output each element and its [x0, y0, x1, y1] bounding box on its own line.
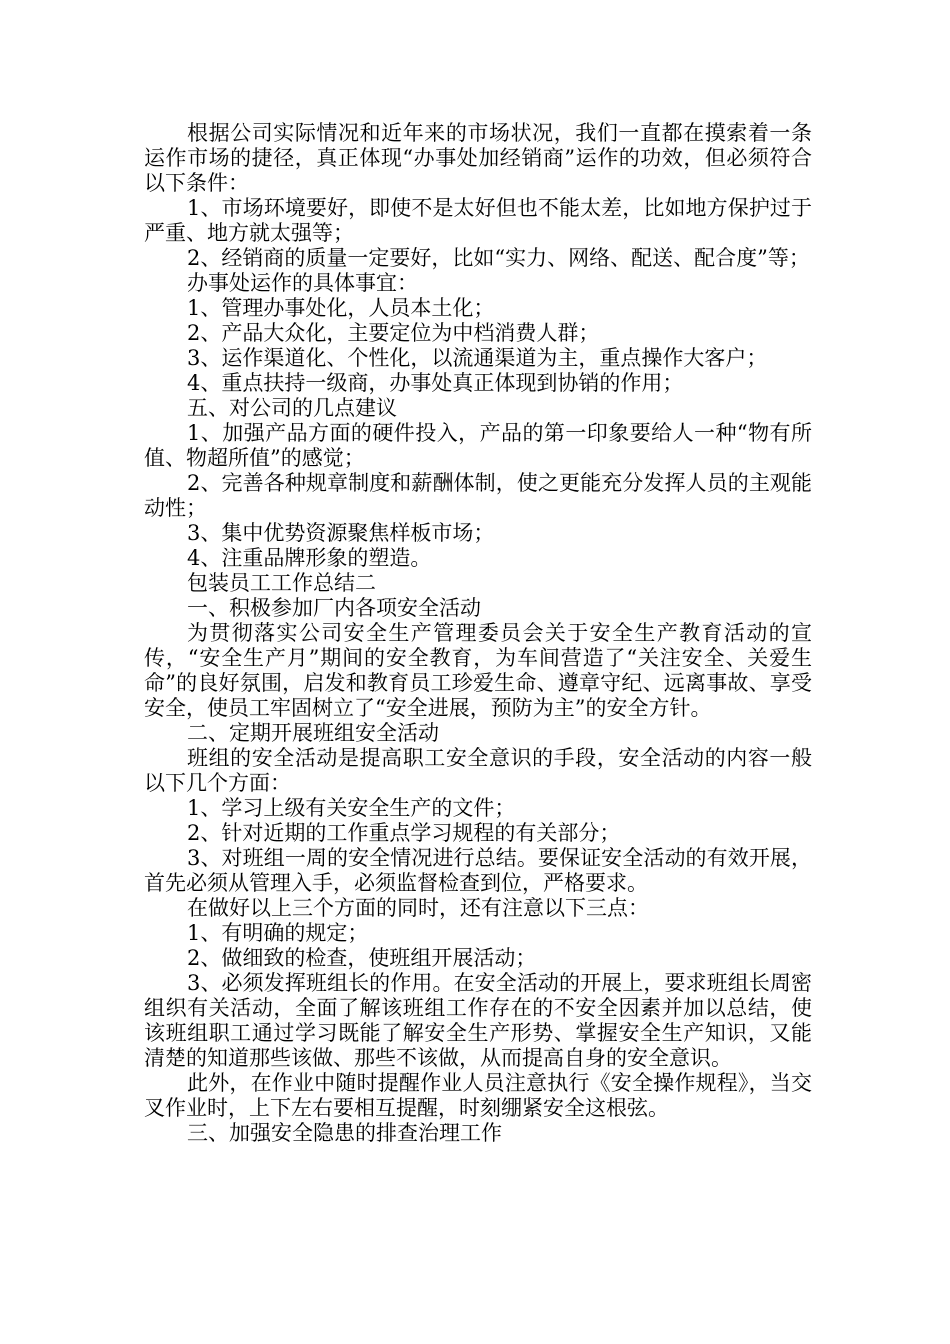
paragraph-suggestion-2: 2、完善各种规章制度和薪酬体制，使之更能充分发挥人员的主观能动性； — [144, 471, 812, 520]
section-heading-suggestions: 五、对公司的几点建议 — [187, 396, 397, 420]
document-subtitle: 包装员工工作总结二 — [187, 571, 376, 595]
paragraph-team-item-3: 3、对班组一周的安全情况进行总结。要保证安全活动的有效开展，首先必须从管理入手，必须监督检查到位，严格要求。 — [144, 846, 812, 895]
paragraph-point-1: 1、有明确的规定； — [187, 921, 369, 945]
paragraph-team-activities-intro: 班组的安全活动是提高职工安全意识的手段，安全活动的内容一般以下几个方面： — [144, 746, 812, 795]
paragraph-office-item-3: 3、运作渠道化、个性化，以流通渠道为主，重点操作大客户； — [187, 346, 768, 370]
paragraph-office-heading: 办事处运作的具体事宜： — [187, 271, 418, 295]
paragraph-market-intro: 根据公司实际情况和近年来的市场状况，我们一直都在摸索着一条运作市场的捷径，真正体现“办事处加经销商”运作的功效，但必须符合以下条件： — [144, 121, 812, 195]
paragraph-team-item-1: 1、学习上级有关安全生产的文件； — [187, 796, 516, 820]
paragraph-condition-1: 1、市场环境要好，即使不是太好但也不能太差，比如地方保护过于严重、地方就太强等； — [144, 196, 812, 245]
paragraph-safety-education: 为贯彻落实公司安全生产管理委员会关于安全生产教育活动的宣传，“安全生产月”期间的安全教育，为车间营造了“关注安全、关爱生命”的良好氛围，启发和教育员工珍爱生命、遵章守纪、远离事故、享受安全，使员工牢固树立了“安全进展，预防为主”的安全方针。 — [144, 621, 812, 720]
paragraph-office-item-4: 4、重点扶持一级商，办事处真正体现到协销的作用； — [187, 371, 684, 395]
paragraph-suggestion-4: 4、注重品牌形象的塑造。 — [187, 546, 432, 570]
document-page — [144, 121, 812, 1146]
paragraph-office-item-1: 1、管理办事处化，人员本土化； — [187, 296, 495, 320]
section-heading-hazard-inspection: 三、加强安全隐患的排查治理工作 — [187, 1121, 502, 1145]
paragraph-condition-2: 2、经销商的质量一定要好，比如“实力、网络、配送、配合度”等； — [187, 246, 810, 270]
paragraph-additionally: 此外，在作业中随时提醒作业人员注意执行《安全操作规程》，当交叉作业时，上下左右要相互提醒，时刻绷紧安全这根弦。 — [144, 1071, 812, 1120]
paragraph-suggestion-3: 3、集中优势资源聚焦样板市场； — [187, 521, 495, 545]
paragraph-team-item-2: 2、针对近期的工作重点学习规程的有关部分； — [187, 821, 621, 845]
paragraph-point-3: 3、必须发挥班组长的作用。在安全活动的开展上，要求班组长周密组织有关活动，全面了解该班组工作存在的不安全因素并加以总结，使该班组职工通过学习既能了解安全生产形势、掌握安全生产知识，又能清楚的知道那些该做、那些不该做，从而提高自身的安全意识。 — [144, 971, 812, 1070]
paragraph-point-2: 2、做细致的检查，使班组开展活动； — [187, 946, 537, 970]
section-heading-safety-activities: 一、积极参加厂内各项安全活动 — [187, 596, 481, 620]
section-heading-team-activities: 二、定期开展班组安全活动 — [187, 721, 439, 745]
paragraph-three-points-intro: 在做好以上三个方面的同时，还有注意以下三点： — [187, 896, 649, 920]
paragraph-suggestion-1: 1、加强产品方面的硬件投入，产品的第一印象要给人一种“物有所值、物超所值”的感觉； — [144, 421, 812, 470]
paragraph-office-item-2: 2、产品大众化，主要定位为中档消费人群； — [187, 321, 600, 345]
